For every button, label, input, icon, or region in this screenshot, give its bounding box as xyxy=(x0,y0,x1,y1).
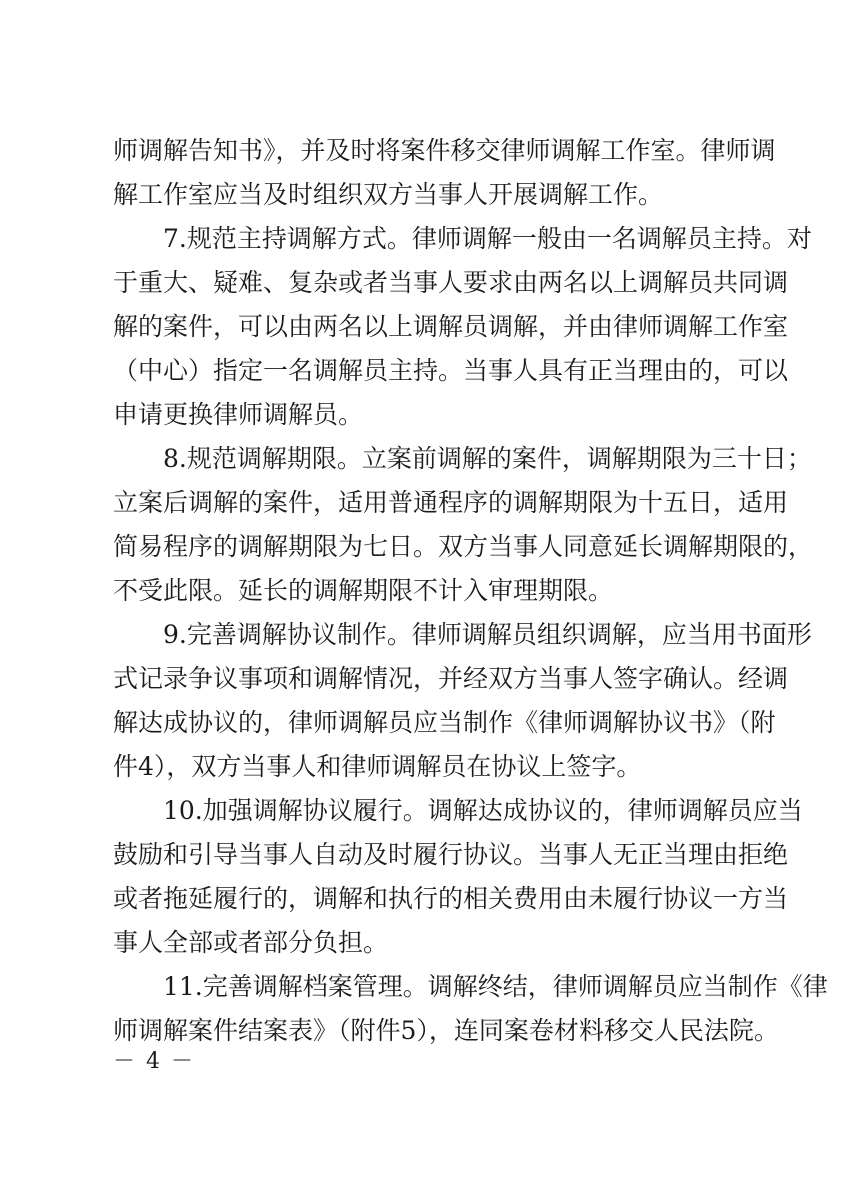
text-line: 鼓励和引导当事人自动及时履行协议。当事人无正当理由拒绝 xyxy=(113,840,789,869)
text-line: 8.规范调解期限。立案前调解的案件，调解期限为三十日； xyxy=(163,444,812,473)
text-line: 解的案件，可以由两名以上调解员调解，并由律师调解工作室 xyxy=(113,312,789,341)
text-line: 或者拖延履行的，调解和执行的相关费用由未履行协议一方当 xyxy=(113,884,789,913)
text-line: 申请更换律师调解员。 xyxy=(113,400,364,429)
text-line: 简易程序的调解期限为七日。双方当事人同意延长调解期限的， xyxy=(113,532,814,561)
text-line: 件4），双方当事人和律师调解员在协议上签字。 xyxy=(113,752,642,781)
text-line: 式记录争议事项和调解情况，并经双方当事人签字确认。经调 xyxy=(113,664,789,693)
text-line: （中心）指定一名调解员主持。当事人具有正当理由的，可以 xyxy=(113,356,789,385)
text-line: 11.完善调解档案管理。调解终结，律师调解员应当制作《律 xyxy=(163,972,828,1001)
text-line: 解工作室应当及时组织双方当事人开展调解工作。 xyxy=(113,180,664,209)
text-line: 9.完善调解协议制作。律师调解员组织调解，应当用书面形 xyxy=(163,620,812,649)
text-line: 于重大、疑难、复杂或者当事人要求由两名以上调解员共同调 xyxy=(113,268,789,297)
text-line: 解达成协议的，律师调解员应当制作《律师调解协议书》（附 xyxy=(113,708,776,737)
body-text xyxy=(113,129,828,1053)
text-line: 不受此限。延长的调解期限不计入审理期限。 xyxy=(113,576,614,605)
page-number: － 4 － xyxy=(113,1049,195,1074)
text-line: 师调解告知书》，并及时将案件移交律师调解工作室。律师调 xyxy=(113,136,776,165)
text-line: 10.加强调解协议履行。调解达成协议的，律师调解员应当 xyxy=(163,796,803,825)
text-line: 事人全部或者部分负担。 xyxy=(113,928,389,957)
text-line: 7.规范主持调解方式。律师调解一般由一名调解员主持。对 xyxy=(163,224,812,253)
text-line: 立案后调解的案件，适用普通程序的调解期限为十五日，适用 xyxy=(113,488,789,517)
text-line: 师调解案件结案表》（附件5），连同案卷材料移交人民法院。 xyxy=(113,1016,779,1045)
